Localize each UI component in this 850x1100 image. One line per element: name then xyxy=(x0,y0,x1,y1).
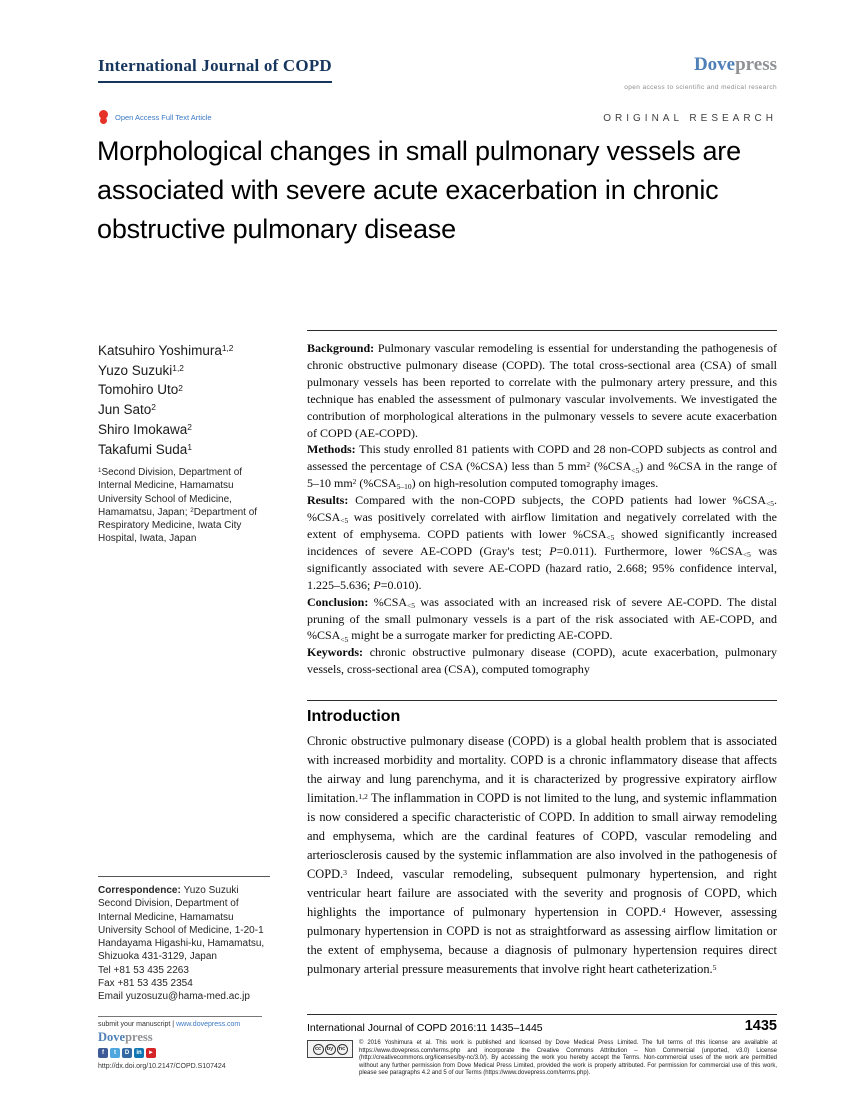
nc-icon: nc xyxy=(337,1044,348,1055)
correspondence-email-link[interactable]: yuzosuzu@hama-med.ac.jp xyxy=(125,991,250,1003)
author-name: Katsuhiro Yoshimura$^{1,2}$ xyxy=(98,343,234,358)
journal-title: International Journal of COPD xyxy=(98,56,332,83)
author-name: Jun Sato$^2$ xyxy=(98,402,156,418)
correspondence-label: Correspondence: xyxy=(98,885,184,896)
dovepress-icon[interactable]: D xyxy=(122,1048,132,1058)
abstract-section-conclusion: Conclusion: %CSA<5 was associated with an increased risk of severe AE-COPD. The distal pruning of the small pulmonary vessels is a part of the risk associated with AE-COPD, and %CSA<5 might be a surrogate marker for predicting AE-COPD. xyxy=(307,594,777,644)
youtube-icon[interactable]: ► xyxy=(146,1048,156,1058)
open-access-link[interactable]: Open Access Full Text Article xyxy=(115,112,212,122)
footer-dovepress-wordmark: Dovepress xyxy=(98,1030,153,1044)
correspondence-address: Second Division, Department of Internal Medicine, Hamamatsu University School of Medicine, 1-20-1 Handayama Higashi-ku, Hamamatsu, Shizuoka 431-3129, Japan xyxy=(98,898,265,963)
dove-logo-icon xyxy=(98,110,110,124)
abstract-section-background: Background: Pulmonary vascular remodeling is essential for understanding the pathogenesis of chronic obstructive pulmonary disease (COPD). The total cross-sectional area (CSA) of small pulmonary vessels has been reported to correlate with the pulmonary artery pressure, and this technique has enabled the assessment of pulmonary vascular involvements. We investigated the contribution of morphological alterations in the pulmonary vessels to severe acute exacerbation of COPD (AE-COPD). xyxy=(307,341,777,440)
footer-right xyxy=(307,1014,777,1078)
dovepress-dove-text: Dove xyxy=(693,54,736,75)
abstract-section-methods: Methods: This study enrolled 81 patients with COPD and 28 non-COPD subjects as control and assessed the percentage of CSA (%CSA) less than 5 $mm^2$ (%CSA<5) and %CSA in the range of 5–10 $mm^2$ (%CSA5–10) on high-resolution computed tomography images. xyxy=(307,442,777,492)
open-access-tagline: open access to scientific and medical research xyxy=(624,84,777,91)
abstract-label-conclusion: Conclusion: xyxy=(307,594,374,609)
cc-license-badge xyxy=(307,1040,353,1058)
author-name: Takafumi Suda$^1$ xyxy=(98,441,192,457)
journal-citation: International Journal of COPD 2016:11 1435–1445 xyxy=(307,1022,543,1034)
correspondence-email-line: Email yuzosuzu@hama-med.ac.jp xyxy=(98,991,250,1003)
correspondence-tel: Tel +81 53 435 2263 xyxy=(98,964,189,976)
license-text: © 2016 Yoshimura et al. This work is published and licensed by Dove Medical Press Limited. The full terms of this license are available at https://www.dovepress.com/terms.php and incorporate the Creative Commons Attribution – Non Commercial (unported, v3.0) License (http://creativecommons.org/licenses/by-nc/3.0/). By accessing the work you hereby accept the Terms. Non-commercial uses of the work are permitted without any further permission from Dove Medical Press Limited, provided the work is properly attributed. For permission for commercial use of this work, please see paragraphs 4.2 and 5 of our Terms (https://www.dovepress.com/terms.php). xyxy=(359,1040,777,1077)
article-title: Morphological changes in small pulmonary vessels are associated with severe acute exacerbation in chronic obstructive pulmonary disease xyxy=(97,136,741,244)
dovepress-url-link[interactable]: www.dovepress.com xyxy=(176,1021,241,1028)
correspondence-block xyxy=(98,876,270,1004)
facebook-icon[interactable]: f xyxy=(98,1048,108,1058)
introduction-heading: Introduction xyxy=(307,708,401,725)
cc-icon: cc xyxy=(313,1044,324,1055)
license-row xyxy=(307,1040,777,1078)
author-name: Shiro Imokawa$^2$ xyxy=(98,421,192,437)
author-name: Tomohiro Uto$^2$ xyxy=(98,382,183,398)
abstract-label-keywords: Keywords: xyxy=(307,645,370,660)
introduction-section xyxy=(307,700,777,979)
abstract-label-methods: Methods: xyxy=(307,442,360,457)
social-icons-row xyxy=(98,1048,262,1058)
abstract xyxy=(307,330,777,678)
doi-link[interactable]: http://dx.doi.org/10.2147/COPD.S107424 xyxy=(98,1063,226,1070)
linkedin-icon[interactable]: in xyxy=(134,1048,144,1058)
abstract-section-keywords: Keywords: chronic obstructive pulmonary disease (COPD), acute exacerbation, pulmonary vessels, cross-sectional area (CSA), computed tomography xyxy=(307,645,778,677)
authors-list xyxy=(98,341,233,459)
open-access-row xyxy=(98,110,212,124)
dovepress-press-text: press xyxy=(735,54,777,75)
by-icon: by xyxy=(325,1044,336,1055)
affiliations-text: $^1$Second Division, Department of Internal Medicine, Hamamatsu University School of Medicine, Hamamatsu, Japan; $^2$Department of Respiratory Medicine, Iwata City Hospital, Iwata, Japan xyxy=(98,467,258,545)
introduction-paragraph: Chronic obstructive pulmonary disease (COPD) is a global health problem that is associated with increased morbidity and mortality. COPD is a chronic inflammatory disease that affects the airway and lung parenchyma, and it is characterized by progressive expiratory airflow limitation.$^{1,2}$ The inflammation in COPD is not limited to the lung, and systemic inflammation is now considered a specific characteristic of COPD. In addition to small airway remodeling and emphysema, which are the cardinal features of COPD, vascular remodeling and arteriosclerosis caused by the systemic inflammation are also involved in the pathogenesis of COPD.$^3$ Indeed, vascular remodeling, subsequent pulmonary hypertension, and right ventricular heart failure are associated with the severity and prognosis of COPD, which highlights the importance of pulmonary hypertension in COPD.$^4$ However, assessing pulmonary hypertension in COPD is not as straightforward as assessing airflow limitation or the extent of emphysema, because a diagnosis of pulmonary hypertension requires direct pulmonary arterial pressure measurements that involve right heart catheterization.$^5$ xyxy=(307,734,777,976)
footer-submit-note: submit your manuscript | www.dovepress.com xyxy=(98,1021,241,1028)
correspondence-fax: Fax +81 53 435 2354 xyxy=(98,978,193,990)
author-name: Yuzo Suzuki$^{1,2}$ xyxy=(98,362,184,378)
twitter-icon[interactable]: t xyxy=(110,1048,120,1058)
article-type-label: ORIGINAL RESEARCH xyxy=(603,113,777,124)
correspondence-name-line: Correspondence: Yuzo Suzuki xyxy=(98,885,239,896)
citation-row xyxy=(307,1018,777,1034)
footer-left xyxy=(98,1016,262,1070)
abstract-section-results: Results: Compared with the non-COPD subjects, the COPD patients had lower %CSA<5. %CSA<5 was positively correlated with airflow limitation and negatively correlated with the extent of emphysema. COPD patients with lower %CSA<5 showed significantly increased incidences of severe AE-COPD (Gray's test; P=0.011). Furthermore, lower %CSA<5 was significantly associated with severe AE-COPD (hazard ratio, 2.668; 95% confidence interval, 1.225–5.636; P=0.010). xyxy=(307,493,778,592)
abstract-label-results: Results: xyxy=(307,493,356,508)
page-number: 1435 xyxy=(744,1018,777,1034)
abstract-label-background: Background: xyxy=(307,341,378,355)
dovepress-wordmark xyxy=(694,54,777,76)
